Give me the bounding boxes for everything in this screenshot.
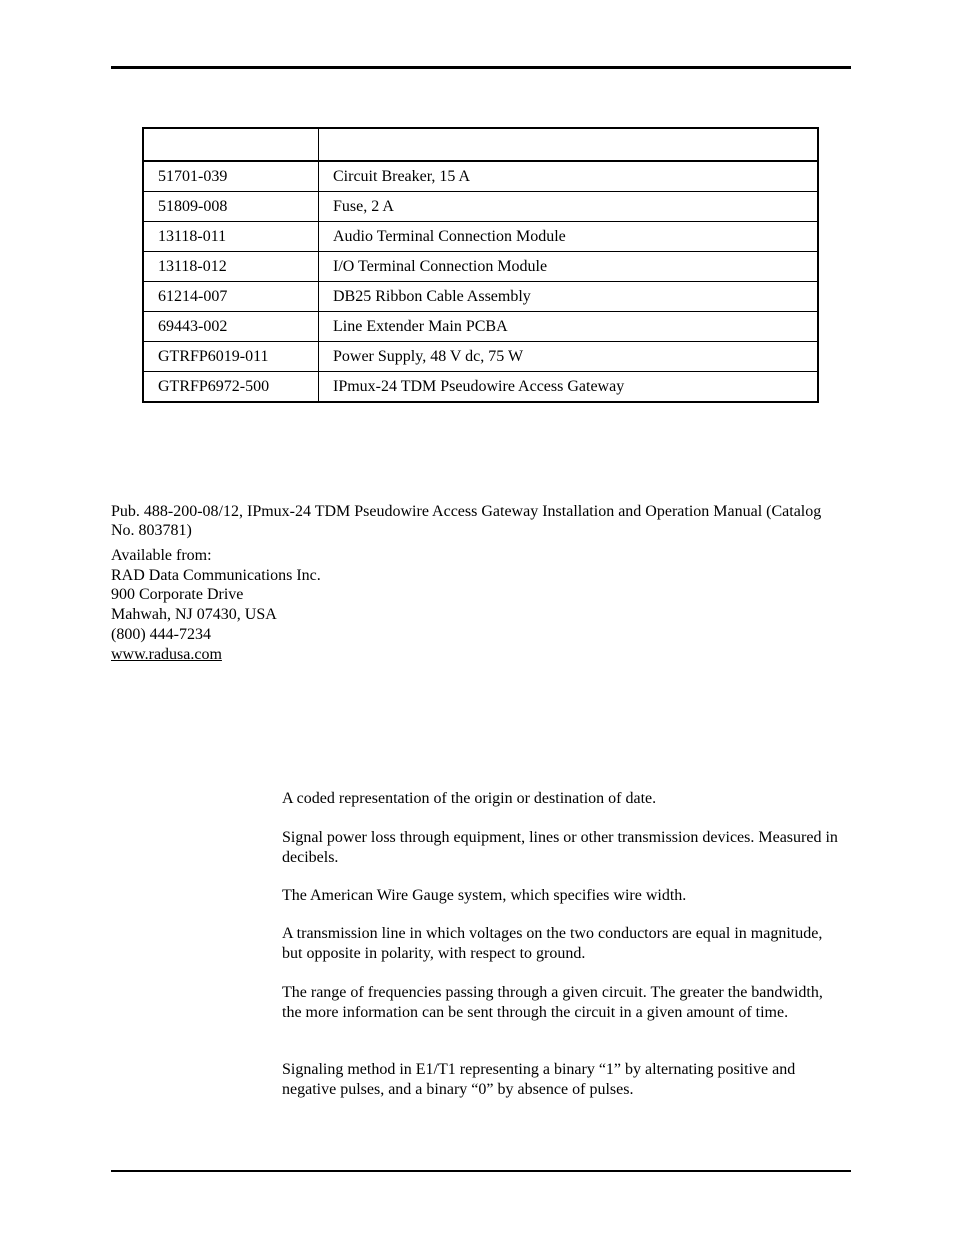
part-number-cell: 13118-011	[143, 222, 319, 252]
description-cell: I/O Terminal Connection Module	[319, 252, 819, 282]
glossary-definition: The range of frequencies passing through a given circuit. The greater the bandwidth, the more information can be sent through the circuit in a given amount of time.	[282, 984, 823, 1021]
part-number-cell: 13118-012	[143, 252, 319, 282]
company-name: RAD Data Communications Inc.	[111, 566, 321, 584]
part-number-cell: GTRFP6019-011	[143, 342, 319, 372]
table-row	[143, 192, 818, 222]
parts-table	[142, 127, 819, 403]
description-cell: Line Extender Main PCBA	[319, 312, 819, 342]
table-row	[143, 282, 818, 312]
part-number-cell: 51701-039	[143, 161, 319, 192]
phone-number: (800) 444-7234	[111, 625, 211, 643]
availability-block	[111, 546, 321, 664]
publication-reference: Pub. 488-200-08/12, IPmux-24 TDM Pseudowire Access Gateway Installation and Operation Manual (Catalog No. 803781)	[111, 503, 822, 539]
city-address: Mahwah, NJ 07430, USA	[111, 606, 277, 624]
description-cell: IPmux-24 TDM Pseudowire Access Gateway	[319, 372, 819, 403]
glossary-definition: A transmission line in which voltages on the two conductors are equal in magnitude, but opposite in polarity, with respect to ground.	[282, 925, 823, 962]
part-number-header	[143, 128, 319, 161]
table-row	[143, 312, 818, 342]
description-cell: DB25 Ribbon Cable Assembly	[319, 282, 819, 312]
table-row	[143, 222, 818, 252]
part-number-cell: 69443-002	[143, 312, 319, 342]
header-rule	[111, 66, 851, 69]
availability-label: Available from:	[111, 547, 212, 564]
footer-rule	[111, 1170, 851, 1172]
glossary-definition: A coded representation of the origin or destination of date.	[282, 790, 657, 807]
street-address: 900 Corporate Drive	[111, 586, 244, 604]
description-cell: Power Supply, 48 V dc, 75 W	[319, 342, 819, 372]
description-cell: Circuit Breaker, 15 A	[319, 161, 819, 192]
table-row	[143, 372, 818, 403]
part-number-cell: 51809-008	[143, 192, 319, 222]
part-number-cell: GTRFP6972-500	[143, 372, 319, 403]
part-number-cell: 61214-007	[143, 282, 319, 312]
glossary-definition: Signaling method in E1/T1 representing a binary “1” by alternating positive and negative pulses, and a binary “0” by absence of pulses.	[282, 1061, 796, 1098]
table-row	[143, 342, 818, 372]
website-link[interactable]: www.radusa.com	[111, 645, 222, 663]
table-row	[143, 161, 818, 192]
glossary-definition: Signal power loss through equipment, lines or other transmission devices. Measured in decibels.	[282, 829, 838, 866]
table-row	[143, 252, 818, 282]
description-cell: Fuse, 2 A	[319, 192, 819, 222]
description-header	[319, 128, 819, 161]
glossary-definition: The American Wire Gauge system, which specifies wire width.	[282, 887, 687, 904]
table-header-row	[143, 128, 818, 161]
description-cell: Audio Terminal Connection Module	[319, 222, 819, 252]
